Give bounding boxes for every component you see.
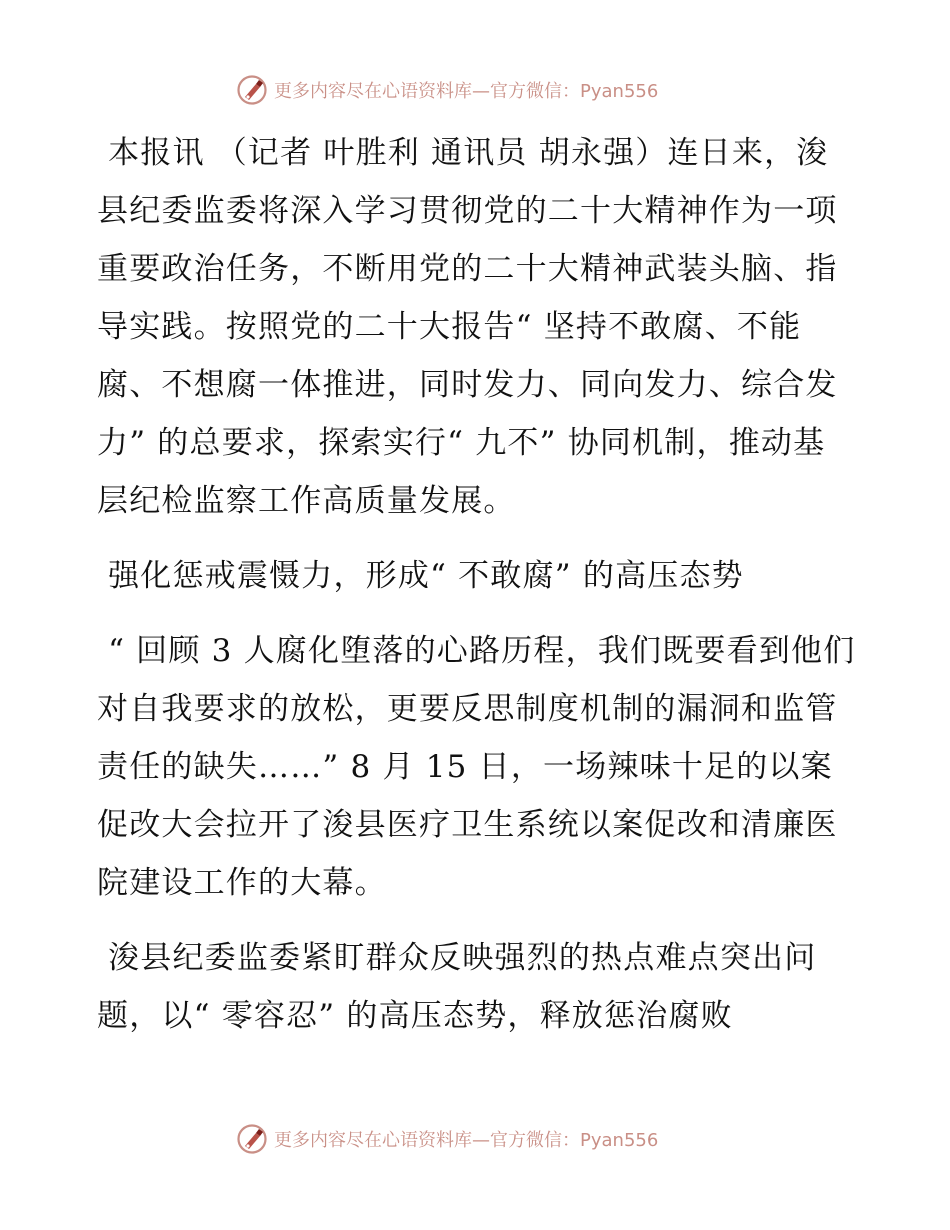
article-body <box>97 124 857 1045</box>
paragraph-quote: “ 回顾 3 人腐化堕落的心路历程，我们既要看到他们对自我要求的放松，更要反思制度机制的漏洞和监管责任的缺失……” 8 月 15 日，一场辣味十足的以案促改大会拉开了浚县医疗卫生系统以案促改和清廉医院建设工作的大幕。 <box>97 633 856 901</box>
pen-nib-circle-icon <box>236 74 268 106</box>
watermark-text: 更多内容尽在心语资料库—官方微信：Pyan556 <box>274 1130 659 1151</box>
paragraph-continued: 浚县纪委监委紧盯群众反映强烈的热点难点突出问题，以“ 零容忍” 的高压态势，释放惩治腐败 <box>97 940 817 1034</box>
paragraph-lead: 本报讯 （记者 叶胜利 通讯员 胡永强）连日来，浚县纪委监委将深入学习贯彻党的二十大精神作为一项重要政治任务，不断用党的二十大精神武装头脑、指导实践。按照党的二十大报告“ 坚持不敢腐、不能腐、不想腐一体推进，同时发力、同向发力、综合发力” 的总要求，探索实行“ 九不” 协同机制，推动基层纪检监察工作高质量发展。 <box>97 135 838 519</box>
section-heading: 强化惩戒震慑力，形成“ 不敢腐” 的高压态势 <box>97 558 744 594</box>
watermark-footer <box>236 1122 658 1156</box>
pen-nib-circle-icon <box>236 1123 268 1155</box>
watermark-text: 更多内容尽在心语资料库—官方微信：Pyan556 <box>274 81 659 102</box>
watermark-header <box>236 73 658 107</box>
